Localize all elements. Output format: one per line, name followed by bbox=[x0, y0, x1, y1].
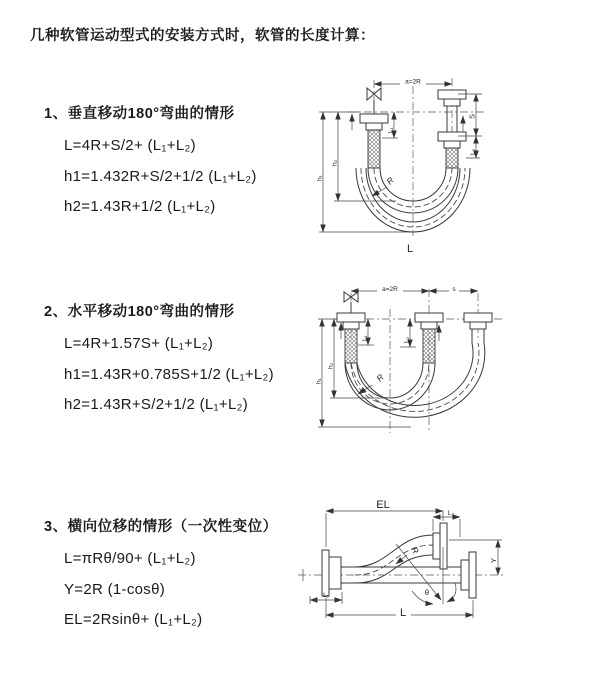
dim-label-length: L bbox=[399, 607, 407, 619]
dim-label-conn-right: L₂ bbox=[447, 510, 455, 517]
dim-label-conn-left: L₁ bbox=[323, 592, 329, 599]
section2-heading: 2、水平移动180°弯曲的情形 bbox=[44, 304, 235, 320]
centerlines bbox=[334, 289, 502, 433]
dim-label-span: EL bbox=[376, 499, 390, 511]
section-horizontal-motion bbox=[44, 300, 274, 421]
braid-section bbox=[423, 329, 435, 363]
dim-label-conn-left: L₁ bbox=[387, 127, 395, 133]
dim-label-conn-right: L₂ bbox=[469, 148, 477, 155]
formula-line: Y=2R (1-cosθ) bbox=[64, 580, 166, 598]
braid-section bbox=[446, 148, 458, 168]
dim-label-conn-right: L₂ bbox=[403, 336, 411, 343]
dim-label-radius: R bbox=[384, 175, 396, 187]
dim-label-offset: Y bbox=[489, 557, 498, 563]
hose-u-bend-positions bbox=[345, 343, 485, 417]
formula-line: h1=1.432R+S/2+1/2 (L₁+L₂) bbox=[64, 167, 257, 185]
formula-line: L=πRθ/90+ (L₁+L₂) bbox=[64, 550, 196, 567]
section-lateral-displacement bbox=[44, 515, 278, 636]
dim-label-h1: h₁ bbox=[315, 378, 323, 384]
right-flange-shifted bbox=[464, 313, 492, 343]
diagram-horizontal-180-bend bbox=[306, 281, 591, 458]
diagram-vertical-180-bend bbox=[308, 66, 593, 271]
dimensions bbox=[316, 285, 479, 428]
section2-formulas bbox=[64, 329, 274, 421]
section3-formulas bbox=[64, 544, 278, 636]
dim-label-conn-left: L₁ bbox=[361, 335, 369, 341]
dim-label-width: a=2R bbox=[405, 78, 421, 86]
braid-section bbox=[368, 130, 380, 168]
page-title: 几种软管运动型式的安装方式时，软管的长度计算： bbox=[30, 28, 375, 44]
left-flange bbox=[322, 550, 341, 596]
dim-label-angle: θ bbox=[424, 588, 430, 597]
formula-line: h2=1.43R+1/2 (L₁+L₂) bbox=[64, 198, 216, 215]
dim-label-stroke: S bbox=[467, 113, 477, 119]
dim-label-radius: R bbox=[409, 545, 421, 556]
section-vertical-motion bbox=[44, 102, 257, 223]
dim-label-radius: R bbox=[374, 372, 386, 384]
formula-line: L=4R+S/2+ (L₁+L₂) bbox=[64, 137, 196, 154]
formula-line: EL=2Rsinθ+ (L₁+L₂) bbox=[64, 611, 203, 628]
section1-heading: 1、垂直移动180°弯曲的情形 bbox=[44, 106, 235, 122]
dim-label-h1: h₁ bbox=[316, 175, 324, 181]
formula-line: h2=1.43R+S/2+1/2 (L₁+L₂) bbox=[64, 396, 249, 413]
left-flange bbox=[360, 114, 388, 168]
dim-label-h2: h₂ bbox=[331, 159, 339, 166]
braid-section bbox=[345, 329, 357, 363]
dim-label-h2: h₂ bbox=[327, 362, 335, 369]
dim-label-shift: s bbox=[452, 286, 456, 293]
dim-label-width: a=2R bbox=[382, 286, 398, 293]
dim-label-length: L bbox=[406, 243, 414, 255]
diagram-lateral-displacement bbox=[293, 497, 600, 654]
formula-line: L=4R+1.57S+ (L₁+L₂) bbox=[64, 335, 214, 352]
right-lower-flange bbox=[461, 552, 476, 598]
formula-line: h1=1.43R+0.785S+1/2 (L₁+L₂) bbox=[64, 365, 274, 383]
section3-heading: 3、横向位移的情形（一次性变位） bbox=[44, 519, 278, 535]
upper-right-flange bbox=[433, 523, 447, 569]
section1-formulas bbox=[64, 131, 257, 223]
